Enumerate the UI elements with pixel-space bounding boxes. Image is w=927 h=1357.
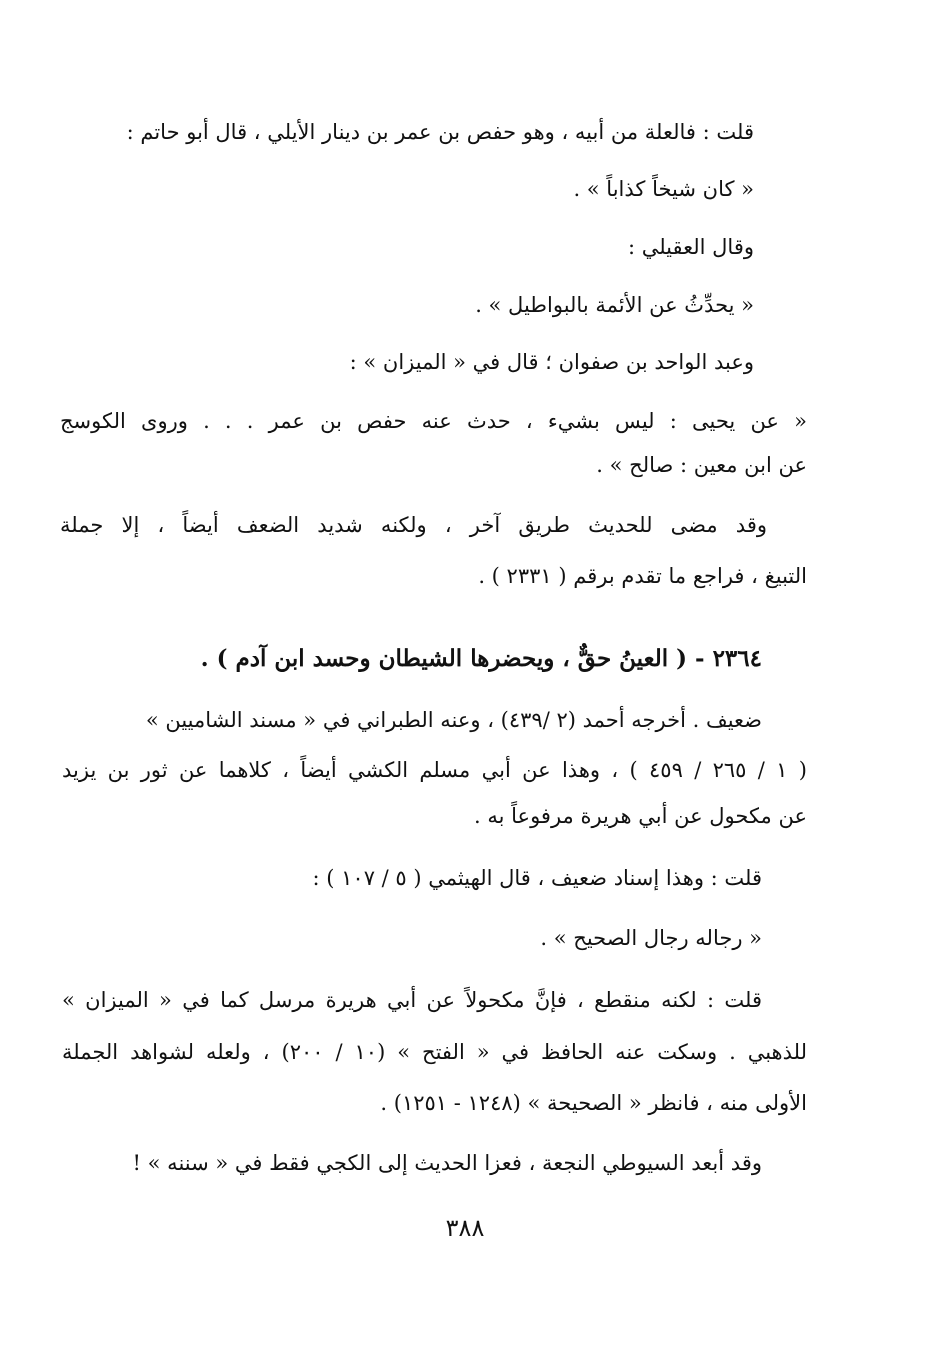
- text-line: وقد أبعد السيوطي النجعة ، فعزا الحديث إلى الكجي فقط في « سننه » !: [132, 1151, 762, 1175]
- text-line: « كان شيخاً كذاباً » .: [573, 177, 754, 201]
- page-number: ٣٨٨: [445, 1214, 485, 1242]
- text-line: ( ١ / ٢٦٥ / ٤٥٩ ) ، وهذا عن أبي مسلم الكشي أيضاً ، كلاهما عن ثور بن يزيد: [62, 758, 807, 782]
- text-line: « عن يحيى : ليس بشيء ، حدث عنه حفص بن عمر . . . وروى الكوسج: [60, 409, 807, 433]
- hadith-heading: ٢٣٦٤ - ( العينُ حقٌّ ، ويحضرها الشيطان وحسد ابن آدم ) .: [200, 645, 762, 672]
- text-line: عن ابن معين : صالح » .: [596, 453, 807, 477]
- text-line: عن مكحول عن أبي هريرة مرفوعاً به .: [474, 804, 807, 828]
- text-line: « يحدِّثُ عن الأئمة بالبواطيل » .: [475, 293, 754, 317]
- text-line: ضعيف . أخرجه أحمد (٢ /٤٣٩) ، وعنه الطبراني في « مسند الشاميين »: [145, 708, 762, 732]
- text-line: وعبد الواحد بن صفوان ؛ قال في « الميزان » :: [349, 350, 754, 374]
- text-line: وقال العقيلي :: [627, 235, 754, 259]
- text-line: قلت : فالعلة من أبيه ، وهو حفص بن عمر بن دينار الأيلي ، قال أبو حاتم :: [126, 120, 754, 144]
- text-line: التبيغ ، فراجع ما تقدم برقم ( ٢٣٣١ ) .: [478, 564, 807, 588]
- text-line: قلت : وهذا إسناد ضعيف ، قال الهيثمي ( ٥ / ١٠٧ ) :: [312, 866, 762, 890]
- text-line: قلت : لكنه منقطع ، فإنَّ مكحولاً عن أبي هريرة مرسل كما في « الميزان »: [62, 988, 762, 1012]
- text-line: « رجاله رجال الصحيح » .: [540, 926, 762, 950]
- text-line: الأولى منه ، فانظر « الصحيحة » (١٢٤٨ - ١٢٥١) .: [380, 1091, 807, 1115]
- text-line: للذهبي . وسكت عنه الحافظ في « الفتح » (١٠ / ٢٠٠) ، ولعله لشواهد الجملة: [62, 1040, 808, 1064]
- text-line: وقد مضى للحديث طريق آخر ، ولكنه شديد الضعف أيضاً ، إلا جملة: [60, 513, 767, 537]
